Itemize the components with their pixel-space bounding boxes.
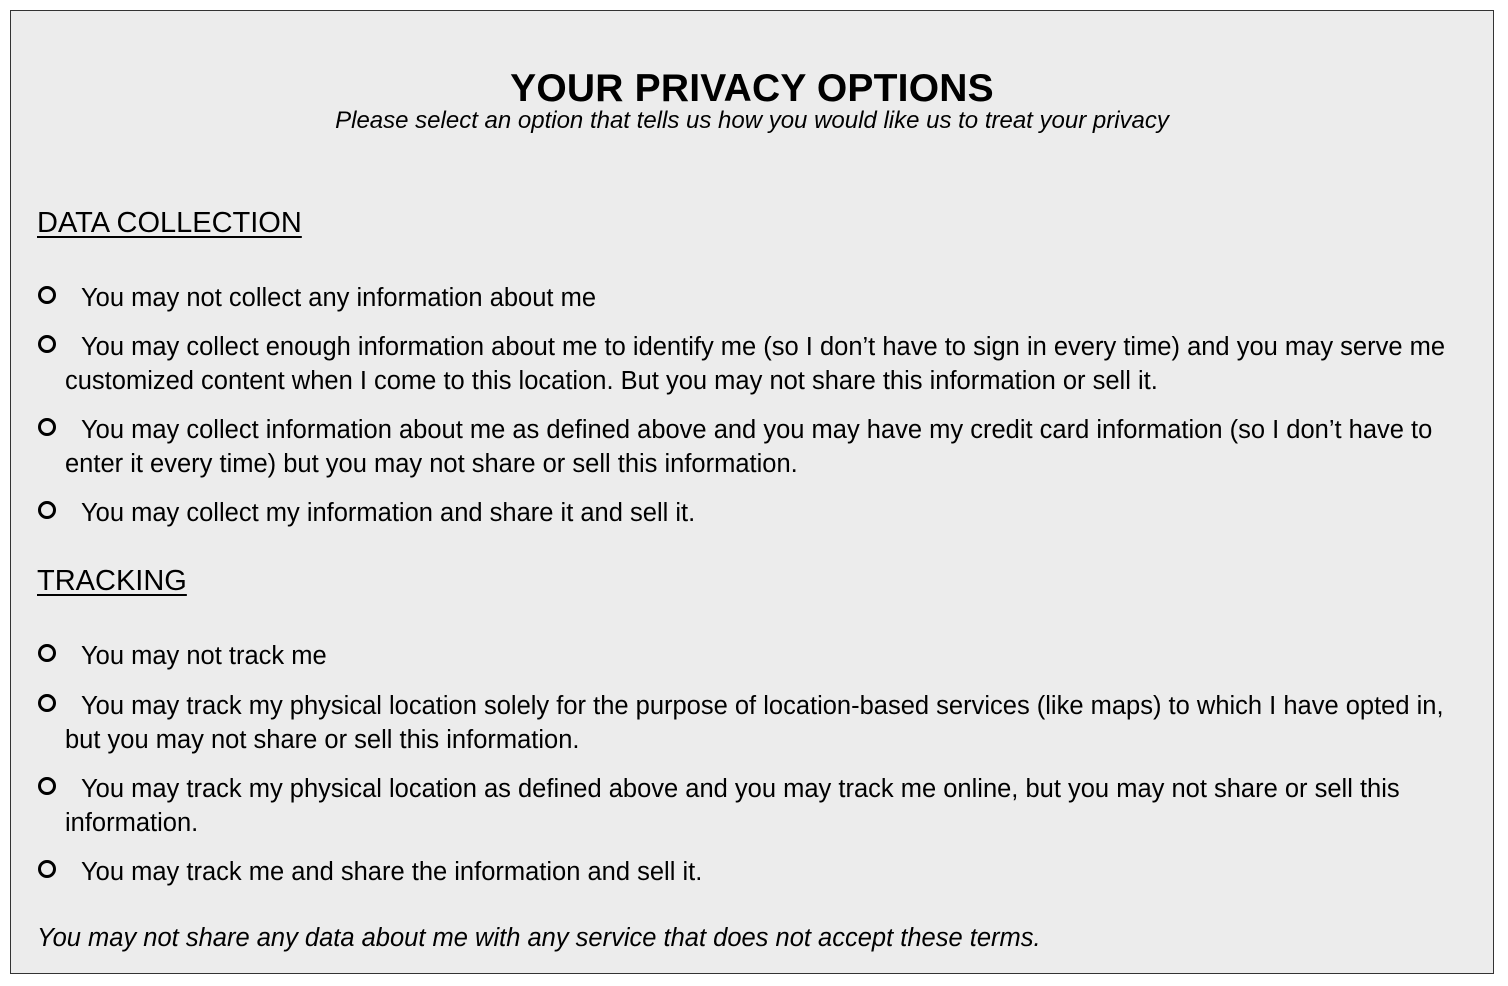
terms-footer-note: You may not share any data about me with any service that does not accept these terms.	[37, 924, 1041, 952]
radio-option-collect-identify[interactable]	[37, 330, 1477, 398]
radio-option-label: You may collect my information and share it and sell it.	[81, 499, 696, 527]
radio-button-icon[interactable]	[38, 501, 56, 519]
radio-option-collect-credit-card[interactable]	[37, 413, 1477, 481]
radio-option-collect-share-sell[interactable]	[37, 496, 1477, 530]
radio-option-label: You may track my physical location solely for the purpose of location-based services (like maps) to which I have opted in, but you may not share or sell this information.	[65, 692, 1444, 754]
radio-option-track-location-services[interactable]	[37, 689, 1477, 757]
privacy-options-panel	[10, 10, 1494, 974]
radio-button-icon[interactable]	[38, 335, 56, 353]
radio-option-label: You may collect enough information about me to identify me (so I don’t have to sign in every time) and you may serve me customized content when I come to this location. But you may not share this information or sell it.	[65, 333, 1446, 395]
radio-option-collect-none[interactable]	[37, 281, 1477, 315]
radio-button-icon[interactable]	[38, 860, 56, 878]
radio-option-track-online[interactable]	[37, 772, 1477, 840]
radio-button-icon[interactable]	[38, 777, 56, 795]
radio-button-icon[interactable]	[38, 694, 56, 712]
page-title: YOUR PRIVACY OPTIONS	[510, 67, 994, 110]
radio-option-label: You may not track me	[81, 642, 327, 670]
radio-button-icon[interactable]	[38, 418, 56, 436]
radio-option-label: You may not collect any information about me	[81, 284, 597, 312]
radio-option-label: You may track me and share the information and sell it.	[81, 858, 703, 886]
radio-button-icon[interactable]	[38, 286, 56, 304]
section-heading-tracking: TRACKING	[37, 565, 187, 597]
radio-option-track-share-sell[interactable]	[37, 855, 1477, 889]
radio-option-label: You may track my physical location as defined above and you may track me online, but you may not share or sell this information.	[65, 775, 1400, 837]
page-subtitle: Please select an option that tells us how you would like us to treat your privacy	[335, 107, 1169, 134]
section-heading-data-collection: DATA COLLECTION	[37, 207, 302, 239]
radio-button-icon[interactable]	[38, 644, 56, 662]
radio-option-track-none[interactable]	[37, 639, 1477, 673]
radio-option-label: You may collect information about me as defined above and you may have my credit card information (so I don’t have to enter it every time) but you may not share or sell this information.	[65, 416, 1433, 478]
